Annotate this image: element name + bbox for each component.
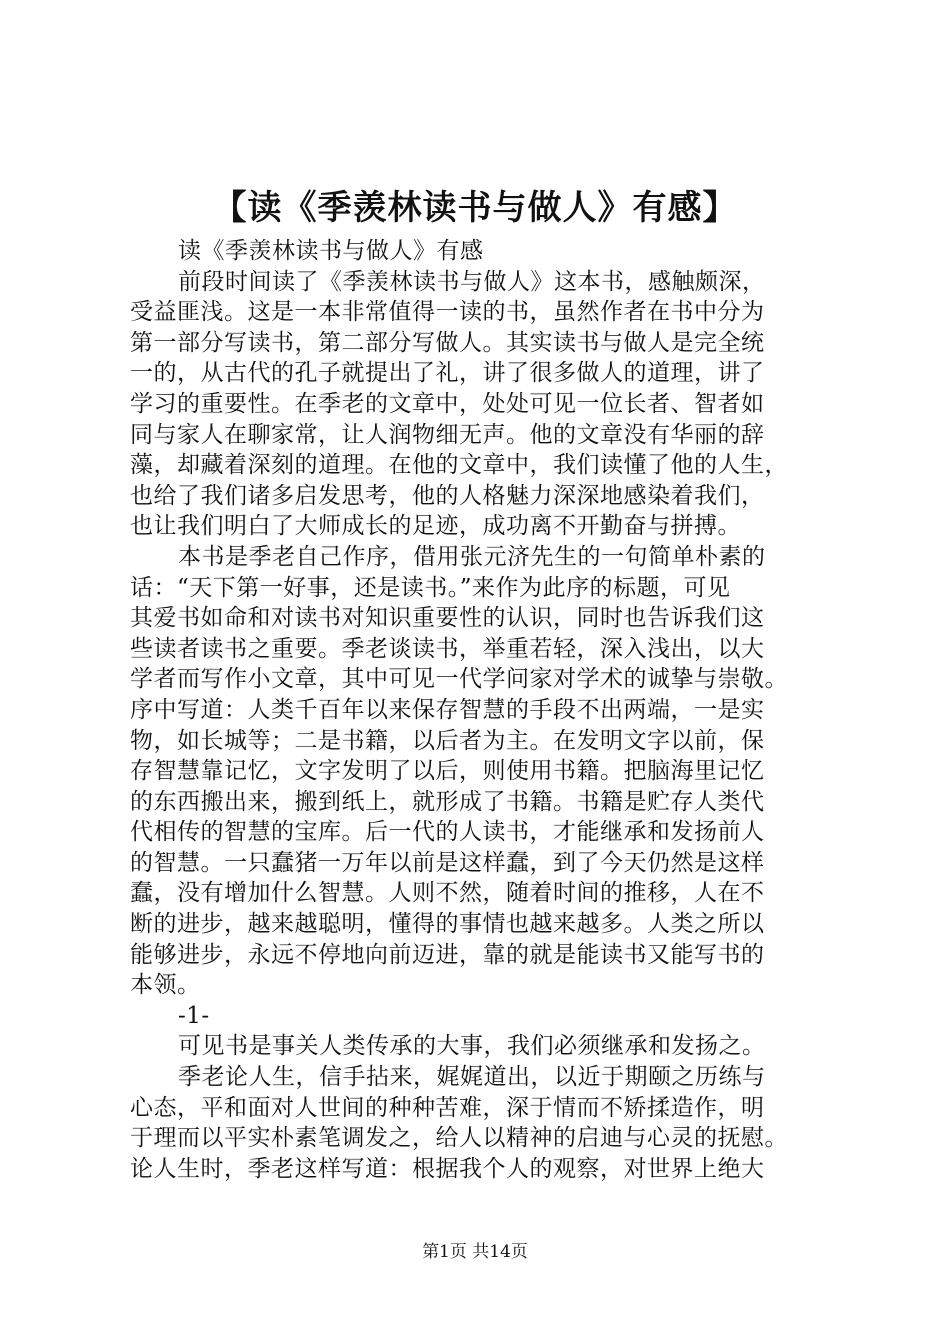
paragraph-line: 于理而以平实朴素笔调发之，给人以精神的启迪与心灵的抚慰。 — [130, 1125, 788, 1152]
paragraph-line: 第一部分写读书，第二部分写做人。其实读书与做人是完全统 — [130, 329, 765, 356]
subtitle-line: 读《季羡林读书与做人》有感 — [178, 238, 484, 264]
paragraph-line: 一的，从古代的孔子就提出了礼，讲了很多做人的道理，讲了 — [130, 360, 765, 387]
page-footer: 第1页 共14页 — [422, 1242, 528, 1262]
paragraph-line: 其爱书如命和对读书对知识重要性的认识，同时也告诉我们这 — [130, 605, 765, 632]
paragraph-line: 物，如长城等；二是书籍，以后者为主。在发明文字以前，保 — [130, 727, 765, 754]
paragraph-line: 些读者读书之重要。季老谈读书，举重若轻，深入浅出，以大 — [130, 635, 765, 662]
paragraph-line: 的智慧。一只蠢猪一万年以前是这样蠢，到了今天仍然是这样 — [130, 849, 765, 876]
paragraph-line: 季老论人生，信手拈来，娓娓道出，以近于期颐之历练与 — [178, 1064, 766, 1091]
paragraph-line: 藻，却藏着深刻的道理。在他的文章中，我们读懂了他的人生， — [130, 452, 788, 479]
document-body — [130, 236, 830, 1184]
paragraph-line: 蠢，没有增加什么智慧。人则不然，随着时间的推移，人在不 — [130, 880, 765, 907]
document-title: 【读《季羡林读书与做人》有感】 — [212, 188, 738, 228]
paragraph-line: 同与家人在聊家常，让人润物细无声。他的文章没有华丽的辞 — [130, 421, 765, 448]
paragraph-line: 可见书是事关人类传承的大事，我们必须继承和发扬之。 — [178, 1033, 766, 1060]
paragraph-line: 本书是季老自己作序，借用张元济先生的一句简单朴素的 — [178, 543, 766, 570]
paragraph-line: 代相传的智慧的宝库。后一代的人读书，才能继承和发扬前人 — [130, 819, 765, 846]
paragraph-line: 存智慧靠记忆，文字发明了以后，则使用书籍。把脑海里记忆 — [130, 758, 765, 785]
paragraph-line: 能够进步，永远不停地向前迈进，靠的就是能读书又能写书的 — [130, 941, 765, 968]
paragraph-line: 学者而写作小文章，其中可见一代学问家对学术的诚挚与崇敬。 — [130, 666, 788, 693]
paragraph-line: 话：“天下第一好事，还是读书。”来作为此序的标题，可见 — [130, 574, 731, 601]
paragraph-line: 也让我们明白了大师成长的足迹，成功离不开勤奋与拼搏。 — [130, 513, 741, 540]
paragraph-line: 论人生时，季老这样写道：根据我个人的观察，对世界上绝大 — [130, 1155, 765, 1182]
paragraph-line: 心态，平和面对人世间的种种苦难，深于情而不矫揉造作，明 — [130, 1094, 765, 1121]
paragraph-line: 本领。 — [130, 972, 201, 999]
paragraph-line: 序中写道：人类千百年以来保存智慧的手段不出两端，一是实 — [130, 696, 765, 723]
inline-page-number: -1- — [178, 1002, 210, 1029]
paragraph-line: 学习的重要性。在季老的文章中，处处可见一位长者、智者如 — [130, 390, 765, 417]
paragraph-line: 受益匪浅。这是一本非常值得一读的书，虽然作者在书中分为 — [130, 299, 765, 326]
paragraph-line: 断的进步，越来越聪明，懂得的事情也越来越多。人类之所以 — [130, 911, 765, 938]
paragraph-line: 前段时间读了《季羡林读书与做人》这本书，感触颇深， — [178, 268, 766, 295]
paragraph-line: 的东西搬出来，搬到纸上，就形成了书籍。书籍是贮存人类代 — [130, 788, 765, 815]
paragraph-line: 也给了我们诸多启发思考，他的人格魅力深深地感染着我们， — [130, 482, 765, 509]
